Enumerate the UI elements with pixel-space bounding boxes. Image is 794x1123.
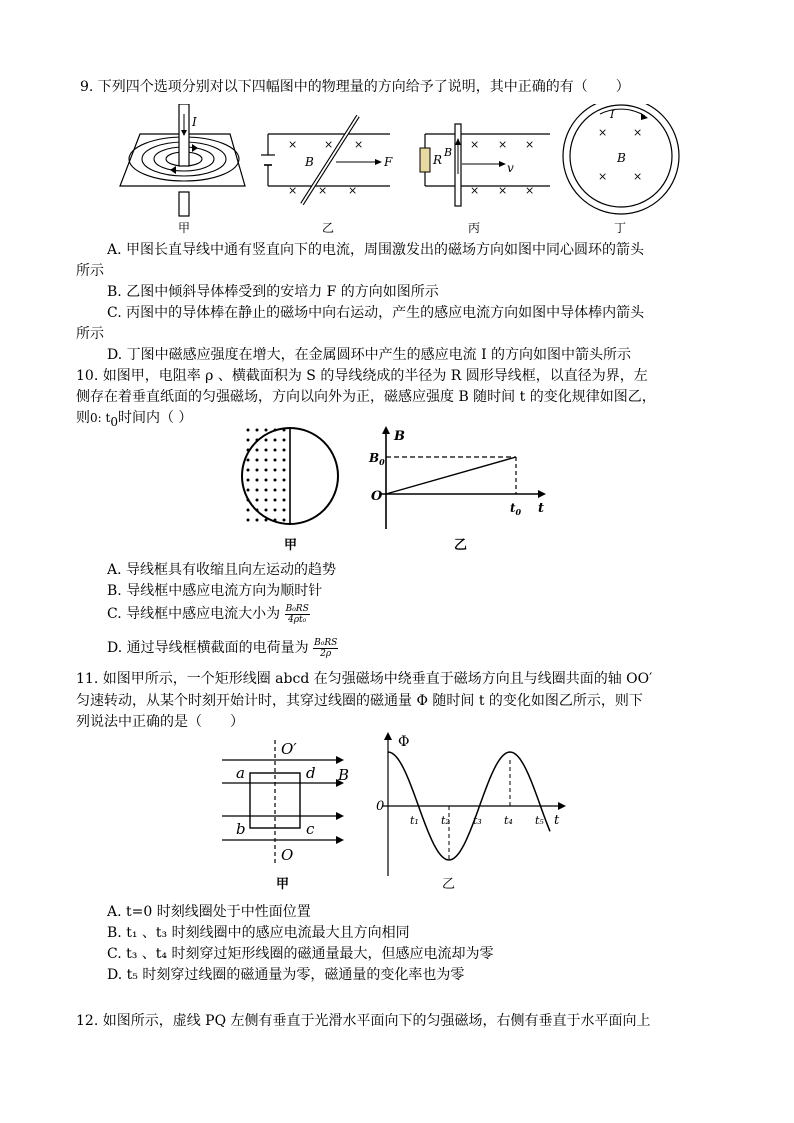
- field-dot: [283, 449, 286, 452]
- figure-loop-jia: [242, 428, 338, 553]
- q9-option-d: D. 丁图中磁感应强度在增大，在金属圆环中产生的感应电流 I 的方向如图中箭头所示: [107, 347, 632, 363]
- svg-text:×: ×: [288, 184, 298, 197]
- svg-text:t₃: t₃: [473, 814, 482, 827]
- fraction-charge: $\frac{\text{B₀RS}}{2\rho}$: [314, 637, 338, 659]
- field-dot: [283, 509, 286, 512]
- svg-text:t: t: [554, 813, 560, 828]
- field-dot: [247, 479, 250, 482]
- field-dot: [274, 449, 277, 452]
- q11-figures: [220, 728, 580, 894]
- svg-text:×: ×: [324, 138, 334, 151]
- q10-option-b: B. 导线框中感应电流方向为顺时针: [107, 583, 323, 599]
- field-dot: [274, 439, 277, 442]
- svg-text:×: ×: [470, 184, 480, 197]
- svg-text:B: B: [444, 146, 453, 159]
- label-I: I: [192, 115, 197, 129]
- q10-option-d: D. 通过导线框横截面的电荷量为 $\frac{\text{B₀RS}}{2\rho}$: [107, 637, 338, 659]
- q9-option-b: B. 乙图中倾斜导体棒受到的安培力 F 的方向如图所示: [107, 284, 439, 300]
- field-dot: [283, 459, 286, 462]
- field-dot: [256, 499, 259, 502]
- field-dot: [265, 499, 268, 502]
- field-dot: [247, 439, 250, 442]
- svg-text:v: v: [507, 161, 514, 175]
- field-dot: [247, 509, 250, 512]
- svg-text:R: R: [433, 153, 443, 167]
- q10-stem-line3: 则0: $t_0$时间内（ ）: [76, 410, 193, 429]
- svg-text:d: d: [306, 764, 316, 782]
- field-dot: [283, 519, 286, 522]
- svg-text:t: t: [538, 501, 545, 516]
- field-dot: [247, 469, 250, 472]
- field-dot: [256, 519, 259, 522]
- q11-option-b: B. t₁ 、t₃ 时刻线圈中的感应电流最大且方向相同: [107, 925, 410, 941]
- field-dot: [274, 479, 277, 482]
- field-dot: [247, 459, 250, 462]
- svg-text:乙: 乙: [454, 538, 468, 553]
- svg-text:甲: 甲: [284, 538, 298, 553]
- q10-option-a: A. 导线框具有收缩且向左运动的趋势: [107, 562, 337, 578]
- field-dot: [256, 449, 259, 452]
- q10-figures: [240, 424, 560, 554]
- field-dot: [283, 469, 286, 472]
- field-dot: [256, 459, 259, 462]
- svg-text:×: ×: [288, 138, 298, 151]
- svg-text:×: ×: [525, 138, 535, 151]
- svg-text:×: ×: [598, 170, 608, 183]
- field-dot: [274, 459, 277, 462]
- field-dot: [274, 469, 277, 472]
- q10-option-c: C. 导线框中感应电流大小为 $\frac{\text{B₀RS}}{\text{4ρt₀}}$: [107, 603, 309, 625]
- field-dot: [283, 489, 286, 492]
- q9-option-c-cont: 所示: [76, 326, 104, 342]
- figure-flux-graph: [376, 732, 566, 892]
- svg-text:×: ×: [318, 184, 328, 197]
- svg-text:×: ×: [498, 138, 508, 151]
- svg-text:×: ×: [525, 184, 535, 197]
- q9-option-a: A. 甲图长直导线中通有竖直向下的电流，周围激发出的磁场方向如图中同心圆环的箭头: [107, 242, 645, 258]
- field-dot: [256, 429, 259, 432]
- svg-text:×: ×: [598, 126, 608, 139]
- field-dot: [265, 439, 268, 442]
- q11-stem-line1: 11. 如图甲所示，一个矩形线圈 abcd 在匀强磁场中绕垂直于磁场方向且与线圈共面的轴 OO′: [76, 671, 653, 687]
- figure-jia: [120, 104, 245, 235]
- q11-option-d: D. t₅ 时刻穿过线圈的磁通量为零，磁通量的变化率也为零: [107, 967, 465, 983]
- svg-text:B: B: [617, 151, 626, 165]
- field-dot: [265, 509, 268, 512]
- field-dot: [274, 509, 277, 512]
- field-dot: [256, 469, 259, 472]
- svg-text:t₄: t₄: [504, 814, 513, 827]
- q10-stem-line1: 10. 如图甲，电阻率 ρ 、横截面积为 S 的导线绕成的半径为 R 圆形导线框，以直径为界，左: [76, 368, 648, 384]
- svg-text:×: ×: [348, 184, 358, 197]
- svg-text:t₅: t₅: [535, 814, 544, 827]
- svg-text:I: I: [610, 108, 615, 121]
- figure-ding: [563, 104, 679, 235]
- caption-bing: 丙: [468, 221, 481, 235]
- field-dot: [274, 489, 277, 492]
- q9-option-c: C. 丙图中的导体棒在静止的磁场中向右运动，产生的感应电流方向如图中导体棒内箭头: [107, 305, 645, 321]
- q11-option-a: A. t=0 时刻线圈处于中性面位置: [107, 904, 311, 920]
- field-dot: [247, 429, 250, 432]
- field-dot: [265, 459, 268, 462]
- figure-bt-graph: [368, 426, 546, 553]
- field-dot: [256, 479, 259, 482]
- field-dot: [256, 489, 259, 492]
- q9-stem: 9. 下列四个选项分别对以下四幅图中的物理量的方向给予了说明，其中正确的有（ ）: [80, 79, 630, 95]
- svg-text:t0: $t_0$: [510, 501, 522, 517]
- svg-text:Φ: Φ: [398, 734, 410, 750]
- field-dot: [265, 429, 268, 432]
- svg-text:O: O: [281, 846, 294, 864]
- svg-text:a: a: [236, 764, 245, 782]
- caption-jia: 甲: [178, 221, 191, 235]
- svg-text:乙: 乙: [442, 877, 456, 892]
- svg-text:B: B: [338, 766, 350, 784]
- field-dot: [247, 489, 250, 492]
- svg-text:×: ×: [470, 138, 480, 151]
- svg-text:甲: 甲: [276, 877, 290, 892]
- q11-option-c: C. t₃ 、t₄ 时刻穿过矩形线圈的磁通量最大，但感应电流却为零: [107, 946, 494, 962]
- svg-text:b: b: [236, 820, 246, 838]
- field-dot: [265, 489, 268, 492]
- q11-stem-line3: 列说法中正确的是（ ）: [76, 714, 244, 730]
- caption-ding: 丁: [614, 221, 627, 235]
- svg-text:F: F: [384, 155, 393, 169]
- svg-text:×: ×: [633, 126, 643, 139]
- svg-text:t₁: t₁: [410, 814, 419, 827]
- svg-text:0: 0: [376, 799, 385, 814]
- q9-figures: [100, 104, 680, 240]
- field-dot: [265, 479, 268, 482]
- svg-text:×: ×: [498, 184, 508, 197]
- figure-bing: [420, 124, 550, 235]
- field-dot: [265, 449, 268, 452]
- field-dot: [265, 469, 268, 472]
- field-dot: [247, 519, 250, 522]
- fraction-current: $\frac{\text{B₀RS}}{\text{4ρt₀}}$: [285, 603, 309, 625]
- q11-stem-line2: 匀速转动，从某个时刻开始计时，其穿过线圈的磁通量 Φ 随时间 t 的变化如图乙所示，则下: [76, 693, 643, 709]
- field-dot: [283, 439, 286, 442]
- svg-text:B: B: [305, 155, 314, 169]
- q12-stem: 12. 如图所示，虚线 PQ 左侧有垂直于光滑水平面向下的匀强磁场，右侧有垂直于水平面向上: [76, 1013, 651, 1029]
- svg-text:O′: O′: [281, 740, 297, 758]
- svg-text:c: c: [306, 820, 315, 838]
- svg-text:B0: $B_0$: [369, 451, 385, 467]
- q10-stem-line2: 侧存在着垂直纸面的匀强磁场，方向以向外为正，磁感应强度 B 随时间 t 的变化规律如图乙，: [76, 389, 656, 405]
- field-dot: [274, 499, 277, 502]
- svg-text:×: ×: [633, 170, 643, 183]
- svg-text:B: B: [394, 429, 405, 444]
- figure-yi: [261, 116, 393, 235]
- field-dot: [283, 499, 286, 502]
- svg-text:×: ×: [354, 138, 364, 151]
- figure-coil-jia: [222, 740, 349, 892]
- svg-text:t₂: t₂: [441, 814, 450, 827]
- field-dot: [283, 479, 286, 482]
- q9-option-a-cont: 所示: [76, 263, 104, 279]
- svg-text:O: O: [371, 489, 383, 504]
- caption-yi: 乙: [322, 221, 335, 235]
